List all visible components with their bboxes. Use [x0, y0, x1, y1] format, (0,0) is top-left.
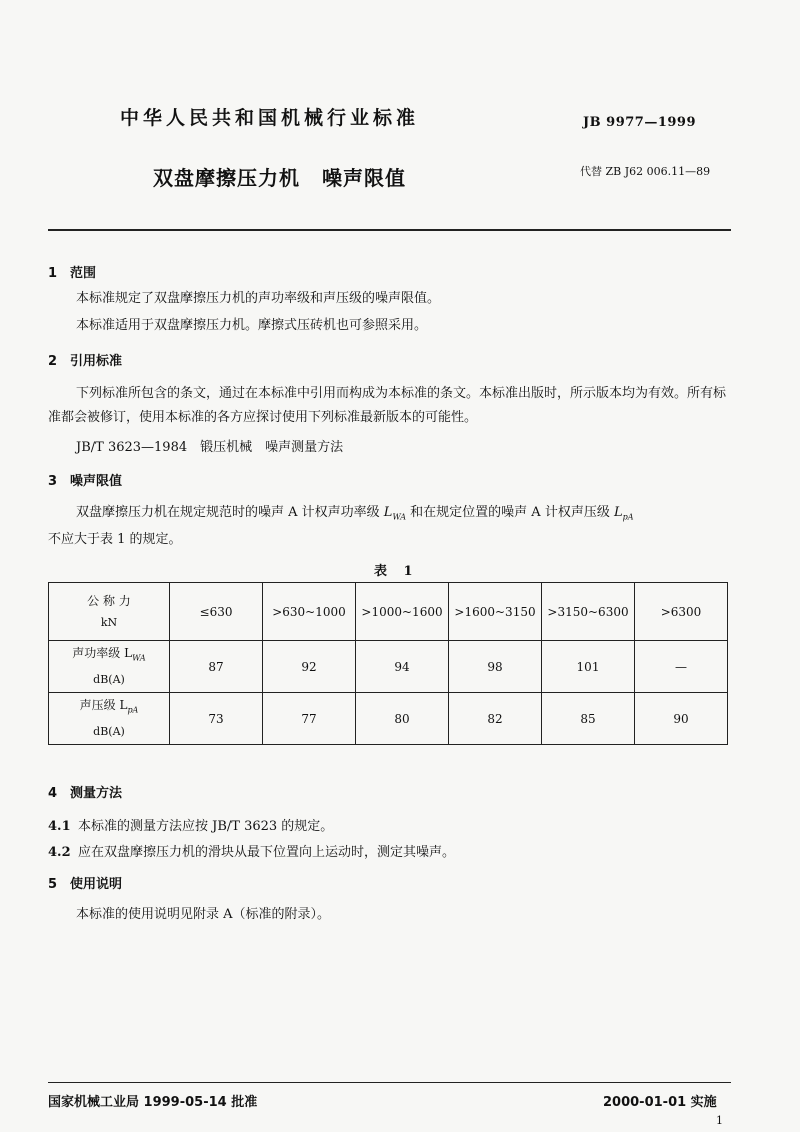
page-number: 1 [716, 1114, 723, 1127]
table-cell: 80 [356, 693, 449, 745]
section-title: 引用标准 [70, 354, 123, 369]
row-head-label: 声压级 L [79, 697, 128, 712]
org-title: 中华人民共和国机械行业标准 [120, 107, 420, 129]
section-3-text-a: 双盘摩擦压力机在规定规范时的噪声 A 计权声功率级 [76, 505, 384, 520]
table-cell: >630~1000 [263, 583, 356, 641]
footer-rule [48, 1082, 731, 1083]
table-row-sound-power [49, 641, 728, 693]
row-head-label: 声功率级 L [72, 645, 133, 660]
section-number: 5 [48, 877, 58, 892]
row-head-nominal-force [49, 583, 170, 641]
table-cell: — [635, 641, 728, 693]
title-part-2: 噪声限值 [322, 166, 406, 190]
section-title: 范围 [70, 266, 97, 281]
lwa-symbol: L [383, 505, 393, 520]
section-3-para-line-1 [76, 503, 634, 528]
section-4-heading [48, 782, 122, 801]
noise-limit-table [48, 582, 728, 745]
row-head-unit: dB(A) [93, 673, 125, 687]
table-cell: 73 [170, 693, 263, 745]
row-head-unit: kN [100, 615, 118, 629]
table-cell: 85 [542, 693, 635, 745]
section-number: 3 [48, 474, 58, 489]
title-part-1: 双盘摩擦压力机 [153, 166, 300, 190]
header-rule [48, 229, 731, 231]
section-2-reference: JB/T 3623—1984 锻压机械 噪声测量方法 [76, 440, 344, 455]
table-row-nominal-force [49, 583, 728, 641]
table-cell: 87 [170, 641, 263, 693]
section-3-text-b: 和在规定位置的噪声 A 计权声压级 [406, 505, 614, 520]
section-title: 测量方法 [70, 786, 123, 801]
table-cell: 98 [449, 641, 542, 693]
section-1-para-1: 本标准规定了双盘摩擦压力机的声功率级和声压级的噪声限值。 [76, 291, 441, 306]
clause-4-1 [48, 815, 333, 834]
section-2-heading [48, 350, 122, 369]
section-3-heading [48, 470, 122, 489]
table-cell: >3150~6300 [542, 583, 635, 641]
section-title: 噪声限值 [70, 474, 123, 489]
row-head-unit: dB(A) [93, 725, 125, 739]
section-5-para-1: 本标准的使用说明见附录 A（标准的附录）。 [76, 907, 331, 922]
table-cell: 94 [356, 641, 449, 693]
row-head-subscript: pA [127, 705, 139, 715]
section-1-heading [48, 262, 96, 281]
row-head-subscript: WA [132, 653, 146, 663]
table-cell: >1000~1600 [356, 583, 449, 641]
lwa-subscript: WA [392, 512, 407, 522]
section-number: 4 [48, 786, 58, 801]
table-cell: 92 [263, 641, 356, 693]
standard-number: JB 9977—1999 [583, 115, 697, 130]
clause-text: 本标准的测量方法应按 JB/T 3623 的规定。 [78, 819, 334, 834]
table-cell: 82 [449, 693, 542, 745]
table-cell: >6300 [635, 583, 728, 641]
table-cell: ≤630 [170, 583, 263, 641]
section-number: 2 [48, 354, 58, 369]
replaces-note: 代替 ZB J62 006.11—89 [580, 165, 711, 178]
table-row-sound-pressure [49, 693, 728, 745]
table-cell: 101 [542, 641, 635, 693]
row-head-label: 公 称 力 [87, 593, 131, 608]
table-cell: >1600~3150 [449, 583, 542, 641]
table-cell: 90 [635, 693, 728, 745]
section-title: 使用说明 [70, 877, 123, 892]
effective-date: 2000-01-01 实施 [603, 1095, 717, 1110]
section-number: 1 [48, 266, 58, 281]
clause-text: 应在双盘摩擦压力机的滑块从最下位置向上运动时，测定其噪声。 [78, 845, 456, 860]
row-head-sound-power [49, 641, 170, 693]
approval-note: 国家机械工业局 1999-05-14 批准 [48, 1095, 258, 1110]
clause-number: 4.1 [48, 819, 71, 834]
section-2-para-1: 下列标准所包含的条文，通过在本标准中引用而构成为本标准的条文。本标准出版时，所示版本均为有效。所有标准都会被修订，使用本标准的各方应探讨使用下列标准最新版本的可能性。 [48, 386, 727, 425]
document-title [153, 162, 406, 191]
section-3-para-line-2: 不应大于表 1 的规定。 [48, 532, 182, 547]
clause-4-2 [48, 841, 455, 860]
clause-number: 4.2 [48, 845, 71, 860]
table-caption: 表 1 [374, 564, 419, 579]
section-1-para-2: 本标准适用于双盘摩擦压力机。摩擦式压砖机也可参照采用。 [76, 318, 428, 333]
lpa-symbol: L [613, 505, 623, 520]
lpa-subscript: pA [622, 512, 634, 522]
section-5-heading [48, 873, 122, 892]
table-cell: 77 [263, 693, 356, 745]
row-head-sound-pressure [49, 693, 170, 745]
